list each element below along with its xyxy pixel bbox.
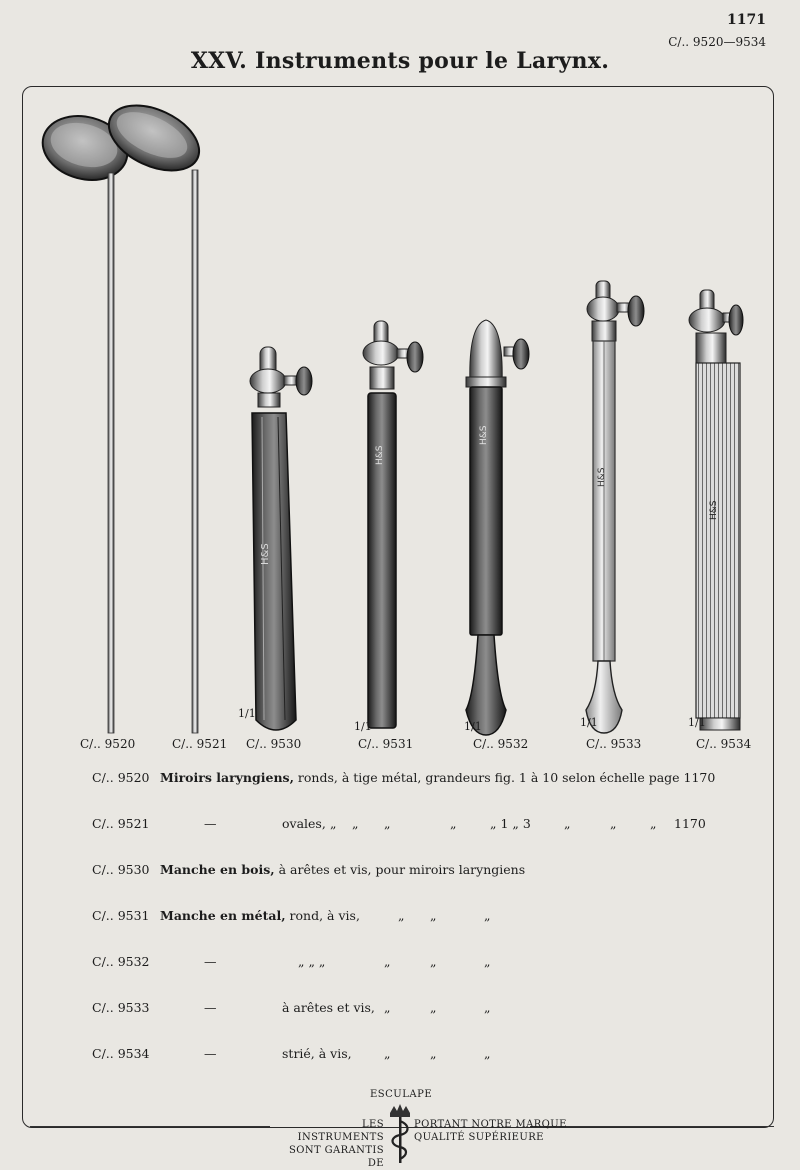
entry-9521: [92, 816, 772, 831]
entry-dash: —: [204, 954, 217, 969]
ditto-mark: „: [484, 1046, 491, 1061]
entry-code: C/.. 9520: [92, 770, 150, 785]
instrument-label: C/.. 9532: [473, 737, 529, 751]
metal-handle-9533: [586, 281, 644, 733]
entry-code: C/.. 9530: [92, 862, 150, 877]
scale-mark: 1/1: [464, 720, 482, 733]
ditto-mark: „: [650, 816, 657, 831]
ditto-mark: „: [484, 908, 491, 923]
guarantee-right: [414, 1118, 567, 1144]
entry-9532: [92, 954, 772, 969]
instrument-illustration: [30, 95, 770, 760]
entry-sizes: „ 1 „ 3: [490, 816, 531, 831]
entry-code: C/.. 9533: [92, 1000, 150, 1015]
entry-9531: [92, 908, 772, 923]
page-range: C/.. 9520—9534: [668, 35, 766, 49]
svg-text:H&S: H&S: [597, 467, 607, 487]
brand-name: ESCULAPE: [370, 1089, 433, 1100]
page-number: 1171: [727, 12, 766, 28]
ditto-mark: „: [330, 816, 337, 831]
instrument-label: C/.. 9520: [80, 737, 136, 751]
entry-description: ovales,: [282, 816, 326, 831]
entry-dash: —: [204, 1046, 217, 1061]
entry-name: Manche en bois,: [160, 862, 275, 877]
entry-9534: [92, 1046, 772, 1061]
ditto-mark: „: [384, 1046, 391, 1061]
entry-name: Miroirs laryngiens,: [160, 770, 294, 785]
metal-handle-9531: [363, 321, 423, 728]
entry-code: C/.. 9531: [92, 908, 150, 923]
entry-9533: [92, 1000, 772, 1015]
ditto-mark: „: [484, 954, 491, 969]
entry-description: ronds, à tige métal, grandeurs fig. 1 à 10 selon échelle page 1170: [293, 770, 716, 785]
footer-rule-left: [30, 1126, 270, 1127]
ditto-mark: „ „ „: [298, 954, 326, 969]
scale-mark: 1/1: [688, 716, 706, 729]
scale-mark: 1/1: [238, 707, 256, 720]
svg-text:H&S: H&S: [375, 445, 385, 465]
guarantee-line: QUALITÉ SUPÉRIEURE: [414, 1132, 544, 1143]
ditto-mark: „: [398, 908, 405, 923]
scale-mark: 1/1: [354, 720, 372, 733]
ditto-mark: „: [430, 1000, 437, 1015]
instrument-label: C/.. 9530: [246, 737, 302, 751]
svg-text:H&S: H&S: [479, 425, 489, 445]
ditto-mark: „: [430, 908, 437, 923]
entry-name: Manche en métal,: [160, 908, 286, 923]
scale-mark: 1/1: [580, 716, 598, 729]
entry-code: C/.. 9521: [92, 816, 150, 831]
entry-description: à arêtes et vis, pour miroirs laryngiens: [274, 862, 526, 877]
ditto-mark: „: [384, 816, 391, 831]
entry-code: C/.. 9534: [92, 1046, 150, 1061]
svg-text:H&S: H&S: [709, 500, 719, 520]
entry-description: rond, à vis,: [285, 908, 360, 923]
ditto-mark: „: [610, 816, 617, 831]
ditto-mark: „: [384, 1000, 391, 1015]
ditto-mark: „: [450, 816, 457, 831]
wooden-handle-9530: [250, 347, 312, 730]
metal-handle-9534: [689, 290, 743, 730]
ditto-mark: „: [352, 816, 359, 831]
ditto-mark: „: [430, 954, 437, 969]
entry-9520: [92, 770, 715, 785]
guarantee-line: PORTANT NOTRE MARQUE: [414, 1119, 567, 1130]
round-mirror-9520: [35, 107, 134, 733]
ditto-mark: „: [430, 1046, 437, 1061]
crowned-serpent-staff-icon: [386, 1103, 414, 1165]
page-title: XXV. Instruments pour le Larynx.: [190, 48, 610, 74]
instrument-label: C/.. 9533: [586, 737, 642, 751]
guarantee-line: LES INSTRUMENTS: [297, 1119, 384, 1143]
entry-code: C/.. 9532: [92, 954, 150, 969]
instrument-label: C/.. 9534: [696, 737, 752, 751]
ditto-mark: „: [484, 1000, 491, 1015]
guarantee-line: SONT GARANTIS DE: [288, 1145, 384, 1169]
entry-description: à arêtes et vis,: [282, 1000, 375, 1015]
entry-description: strié, à vis,: [282, 1046, 352, 1061]
guarantee-left: [274, 1118, 384, 1170]
entry-page-ref: 1170: [674, 816, 706, 831]
ditto-mark: „: [384, 954, 391, 969]
entry-dash: —: [204, 816, 217, 831]
entry-9530: [92, 862, 525, 877]
entry-dash: —: [204, 1000, 217, 1015]
instrument-label: C/.. 9521: [172, 737, 228, 751]
instrument-label: C/.. 9531: [358, 737, 414, 751]
ditto-mark: „: [564, 816, 571, 831]
oval-mirror-9521: [99, 95, 210, 733]
metal-handle-9532: [466, 320, 529, 735]
svg-text:H&S: H&S: [260, 543, 271, 565]
